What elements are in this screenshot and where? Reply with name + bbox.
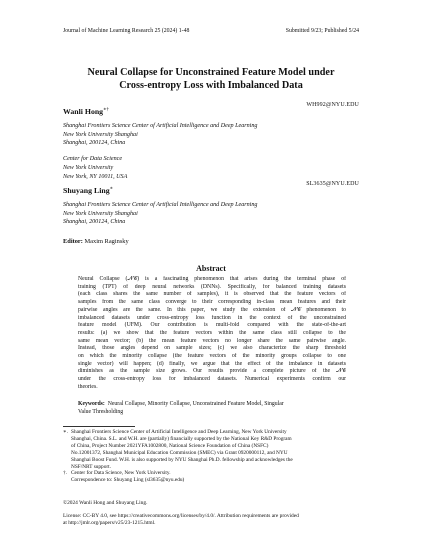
footnote-line: Shanghai Boost Fund. W.H. is also supported by NYU Shanghai Ph.D. fellowship and acknowledges the — [71, 456, 293, 463]
abstract-line: samples from the same class converge to their corresponding in-class mean features and their — [78, 299, 346, 306]
affiliation-line: New York, NY 10011, USA — [63, 173, 128, 180]
abstract-line: feature model (UFM). Our contribution is multi-fold compared with the state-of-the-art — [78, 322, 346, 329]
abstract-line: same mean vector; (b) the mean feature vectors no longer share the same pairwise angle. — [78, 337, 346, 344]
keywords-label: Keywords: — [78, 401, 105, 407]
footnote — [63, 429, 359, 470]
author-affiliation — [63, 201, 359, 227]
paper-title — [63, 66, 359, 92]
abstract-line: Instead, those angles depend on sample sizes; (c) we also characterize the sharp threshold — [78, 345, 346, 352]
affiliation-line: Shanghai, 200124, China — [63, 219, 126, 226]
author-marks: ∗† — [103, 107, 109, 113]
author-email[interactable]: SL3635@NYU.EDU — [306, 181, 359, 187]
abstract-line: under the cross-entropy loss for imbalanced datasets. Numerical experiments confirm our — [78, 376, 346, 383]
author-name-text: Wanli Hong — [63, 107, 104, 116]
footnote-line: Center for Data Science, New York University. — [71, 470, 171, 477]
copyright-line: ©2024 Wanli Hong and Shuyang Ling. — [63, 500, 148, 506]
abstract-line: results: (a) we show that the feature vectors within the same class still collapse to the — [78, 329, 346, 336]
footnote-mark: †. — [63, 470, 67, 477]
author-marks: ∗ — [109, 186, 113, 192]
keywords-line — [78, 401, 346, 409]
affiliation-line: Shanghai Frontiers Science Center of Artificial Intelligence and Deep Learning — [63, 202, 258, 208]
abstract-line: theories. — [78, 383, 98, 390]
author-email[interactable]: WH992@NYU.EDU — [306, 102, 359, 108]
title-line: Neural Collapse for Unconstrained Feature Model under — [87, 67, 335, 78]
abstract-line: imbalanced datasets under cross-entropy loss function in the context of the unconstrained — [78, 314, 346, 321]
author-name — [63, 107, 109, 116]
author-block — [63, 101, 359, 181]
keywords-text: Neural Collapse, Minority Collapse, Unconstrained Feature Model, Singular — [107, 401, 284, 407]
journal-header: Journal of Machine Learning Research 25 (2024) 1-48 — [63, 28, 190, 34]
correspondence-line: Correspondence to: Shuyang Ling (sl3635@nyu.edu) — [71, 477, 185, 484]
footnote-line: of China, Project Number 2021YFA1002800, National Science Foundation of China (NSFC) — [71, 442, 269, 449]
affiliation-line: New York University Shanghai — [63, 131, 138, 138]
abstract-line: Neural Collapse (𝒩𝒞) is a fascinating phenomenon that arises during the terminal phase of — [78, 276, 346, 282]
affiliation-line: New York University — [63, 164, 114, 171]
abstract-line: diminishes as the sample size grows. Our results provide a complete picture of the 𝒩𝒞 — [78, 368, 346, 375]
footnote-line: Shanghai, China. S.L. and W.H. are (partially) financially supported by the National Key R&D Program — [71, 435, 292, 442]
affiliation-line: Center for Data Science — [63, 156, 123, 163]
footnotes — [63, 429, 359, 484]
submission-dates: Submitted 9/23; Published 5/24 — [285, 28, 359, 34]
abstract-body — [78, 276, 346, 392]
abstract-line: (each class shares the same number of samples), it is observed that the feature vectors of — [78, 291, 346, 298]
editor-line — [63, 238, 129, 245]
footnote-text — [71, 429, 293, 470]
abstract-line: on which the minority collapse (the feature vectors of the minority groups collapse to one — [78, 353, 346, 360]
license-footer — [63, 500, 359, 527]
affiliation-line: New York University Shanghai — [63, 210, 138, 217]
editor-label: Editor: — [63, 238, 83, 245]
author-name — [63, 186, 113, 195]
author-affiliation — [63, 122, 359, 148]
footnote-line: Shanghai Frontiers Science Center of Artificial Intelligence and Deep Learning, New York University — [71, 429, 287, 435]
license-line[interactable]: License: CC-BY 4.0, see https://creativecommons.org/licenses/by/4.0/. Attribution requirements are provided — [63, 513, 299, 519]
abstract-line: pairwise angles are the same. In this paper, we study the extension of 𝒩𝒞 phenomenon to — [78, 306, 346, 313]
author-block — [63, 180, 359, 227]
abstract-line: single vector) will happen; (d) finally, we argue that the effect of the imbalance in datasets — [78, 360, 346, 367]
license-line[interactable]: at http://jmlr.org/papers/v25/23-1215.html. — [63, 520, 156, 526]
keywords-line: Value Thresholding — [78, 408, 124, 415]
title-line: Cross-entropy Loss with Imbalanced Data — [119, 80, 303, 91]
author-affiliation — [63, 155, 359, 181]
editor-name: Maxim Raginsky — [84, 238, 129, 245]
footnote-line: No.12001372, Shanghai Municipal Education Commission (SMEC) via Grant 0920000112, and NYU — [71, 449, 288, 456]
affiliation-line: Shanghai, 200124, China — [63, 140, 126, 147]
affiliation-line: Shanghai Frontiers Science Center of Artificial Intelligence and Deep Learning — [63, 123, 258, 129]
abstract-line: training (TPT) of deep neural networks (DNNs). Specifically, for balanced training datasets — [78, 283, 346, 290]
footnote-line: NSF/NRT support. — [71, 463, 111, 470]
author-name-text: Shuyang Ling — [63, 186, 110, 195]
footnote-mark: ∗. — [63, 429, 68, 435]
abstract-heading: Abstract — [196, 264, 226, 273]
footnote-rule — [63, 426, 135, 427]
keywords — [78, 401, 346, 416]
